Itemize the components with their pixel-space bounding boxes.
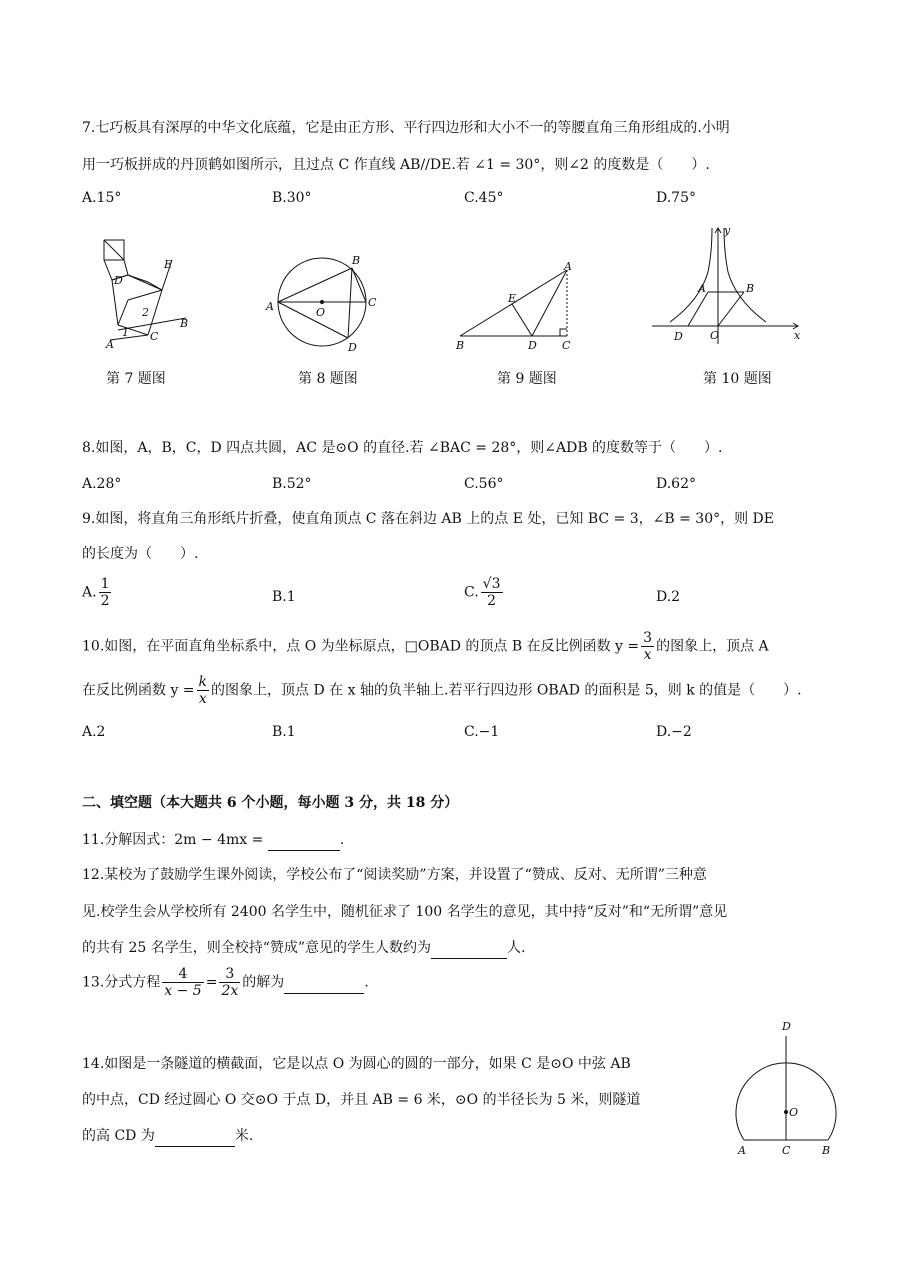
q13-left-numerator: 4 [162,966,203,983]
q12-line3-text-b: 人. [507,940,526,956]
fig9-triangle [452,258,582,353]
q10-option-c: C.−1 [464,724,500,740]
fig7-label-d: D [114,274,123,287]
fig7-tangram [88,230,208,355]
fig9-label-b: B [456,339,465,352]
q13-end: . [364,974,369,991]
q12-line3 [82,938,525,959]
q13-equals: = [205,974,218,991]
fig7-label-1: 1 [122,326,129,339]
q10-line2-text-b: 的图象上，顶点 D 在 x 轴的负半轴上.若平行四边形 OBAD 的面积是 5，则 k 的值是（ ）. [211,682,802,699]
q9-option-c [464,576,505,609]
q10-option-b: B.1 [272,724,296,740]
q10-option-d: D.−2 [656,724,692,740]
q9-option-a-denominator: 2 [100,593,110,609]
q9-option-a-fraction [99,576,112,609]
fig7-label-e: E [164,258,173,271]
q9-option-a-numerator: 1 [100,576,110,592]
q13-right-numerator: 3 [219,966,240,983]
q10-line2-fraction [197,674,209,707]
fig8-circle [262,252,387,357]
fig10-label-x: x [794,329,801,342]
q14-label-a: A [738,1144,746,1157]
q10-line1 [82,630,769,663]
q10-line1-text-b: 的图象上，顶点 A [656,638,769,655]
q10-line1-numerator: 3 [643,630,653,646]
q9-option-c-fraction [481,576,503,609]
q8-option-c: C.56° [464,476,504,492]
fig9-label-a: A [564,260,572,273]
q14-label-b: B [822,1144,831,1157]
fig7-label-c: C [150,330,159,343]
q10-line2-text-a: 在反比例函数 y = [82,682,195,699]
q9-option-a-label: A. [82,584,97,601]
q11-answer-blank[interactable] [268,830,340,851]
fig8-label-c: C [368,296,377,309]
q9-option-c-label: C. [464,584,479,601]
fig7-label-2: 2 [142,306,149,319]
q10-line1-text-a: 10.如图，在平面直角坐标系中，点 O 为坐标原点，□OBAD 的顶点 B 在反比例函数 y = [82,638,640,655]
q14-tunnel-figure [730,1016,840,1161]
q14-line3-text-b: 米. [234,1128,254,1144]
q13-prefix: 13.分式方程 [82,974,161,991]
fig10-label-b: B [746,282,755,295]
q13-line [82,966,369,999]
q10-line2-denominator: x [198,691,207,707]
q7-line1: 7.七巧板具有深厚的中华文化底蕴，它是由正方形、平行四边形和大小不一的等腰直角三角形组成的.小明 [82,120,730,136]
q9-option-d: D.2 [656,589,681,605]
q14-label-d: D [782,1020,791,1033]
fig7-label-b: B [180,317,189,330]
fig9-label-e: E [508,292,517,305]
fig8-label-d: D [348,341,357,354]
q8-option-b: B.52° [272,476,312,492]
fig10-label-o: O [710,329,720,342]
q13-right-fraction [219,966,240,999]
q10-line1-denominator: x [643,647,652,663]
q14-line3 [82,1126,253,1147]
q7-option-b: B.30° [272,190,312,206]
q14-line2: 的中点，CD 经过圆心 O 交⊙O 于点 D，并且 AB = 6 米，⊙O 的半径长为 5 米，则隧道 [82,1092,641,1108]
q8-option-d: D.62° [656,476,696,492]
q12-line1: 12.某校为了鼓励学生课外阅读，学校公布了“阅读奖励”方案，并设置了“赞成、反对、无所谓”三种意 [82,867,707,883]
fig8-label-o: O [316,306,326,319]
q7-line2: 用一巧板拼成的丹顶鹤如图所示，且过点 C 作直线 AB//DE.若 ∠1 = 30°，则∠2 的度数是（ ）. [82,157,710,173]
q14-line1: 14.如图是一条隧道的横截面，它是以点 O 为圆心的圆的一部分，如果 C 是⊙O 中弦 AB [82,1056,631,1072]
q8-line1: 8.如图，A，B，C，D 四点共圆，AC 是⊙O 的直径.若 ∠BAC = 28°，则∠ADB 的度数等于（ ）. [82,440,723,456]
q13-answer-blank[interactable] [284,973,364,994]
q9-line1: 9.如图，将直角三角形纸片折叠，使直角顶点 C 落在斜边 AB 上的点 E 处，已知 BC = 3，∠B = 30°，则 DE [82,511,774,527]
q9-line2: 的长度为（ ）. [82,546,199,562]
fig8-label-b: B [352,254,361,267]
q12-line2: 见.校学生会从学校所有 2400 名学生中，随机征求了 100 名学生的意见，其中持“反对”和“无所谓”意见 [82,904,728,920]
q12-answer-blank[interactable] [431,938,507,959]
q11-line [82,830,344,851]
fig10-label-a: A [698,282,706,295]
q7-option-d: D.75° [656,190,696,206]
q8-option-a: A.28° [82,476,122,492]
q12-line3-text-a: 的共有 25 名学生，则全校持“赞成”意见的学生人数约为 [82,940,432,956]
q13-right-denominator: 2x [221,983,239,999]
fig10-label-y: y [724,224,731,237]
fig8-label-a: A [266,300,274,313]
q9-option-b: B.1 [272,589,296,605]
fig9-label-c: C [562,339,571,352]
q10-line1-fraction [641,630,654,663]
q13-suffix: 的解为 [242,974,285,991]
q14-label-c: C [782,1144,791,1157]
q7-option-a: A.15° [82,190,122,206]
q11-text: 11.分解因式：2m − 4mx = [82,832,264,848]
q9-option-a [82,576,113,609]
caption-fig7: 第 7 题图 [106,371,166,387]
q7-option-c: C.45° [464,190,504,206]
caption-fig8: 第 8 题图 [298,371,358,387]
caption-fig10: 第 10 题图 [703,371,772,387]
fig10-coordinate-plot [648,222,808,352]
fig7-label-a: A [106,338,114,351]
q14-label-o: O [789,1106,799,1119]
q14-line3-text-a: 的高 CD 为 [82,1128,155,1144]
q13-left-denominator: x − 5 [164,983,202,999]
section2-heading: 二、填空题（本大题共 6 个小题，每小题 3 分，共 18 分） [82,795,459,811]
q10-line2-numerator: k [198,674,208,690]
fig10-label-d: D [674,330,683,343]
caption-fig9: 第 9 题图 [497,371,557,387]
q9-option-c-denominator: 2 [487,593,497,609]
fig9-label-d: D [528,339,537,352]
q10-option-a: A.2 [82,724,106,740]
q10-line2 [82,674,802,707]
q13-left-fraction [162,966,203,999]
q9-option-c-numerator: √3 [482,576,501,592]
q11-end: . [339,832,345,848]
q14-answer-blank[interactable] [155,1126,235,1147]
